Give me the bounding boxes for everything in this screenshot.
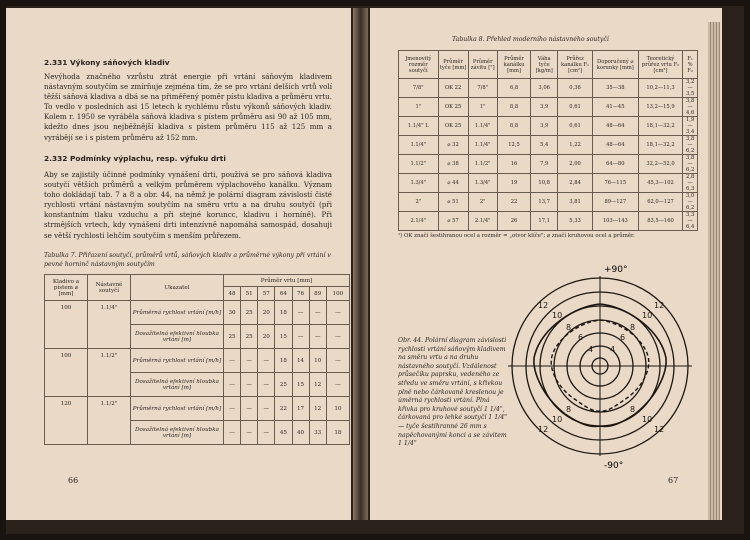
section-text-2331: Nevýhoda značného vzrůstu ztrát energie při vrtání sáňovým kladivem nástavným soutyčím se zmírňuje zejména tím, že se pro vrtání delších vrtů volí těžší sáňová kladiva a dbá se na přiměřený poměr pístu kladiva a průměru vrtu. To vedlo v posledních asi 15 letech k rychlému růstu výkonů sáňových kladiv. Kolem r. 1950 se vyráběla sáňová kladiva s pístem průměru asi 90 až 105 mm, kdežto dnes jsou nejběžnější kladiva s pístem průměru 115 až 125 mm a vyrábějí se i s pístem průměru až 152 mm. [44,72,332,142]
t8-cell: 32,2—52,0 [638,155,682,174]
t8-header: Průměr tyče [mm] [438,51,468,79]
polar-ring-label: 4 [610,345,616,354]
t8-cell: 13,2—15,9 [638,98,682,117]
page-edge [708,22,720,520]
t8-cell: 5,33 [558,212,593,231]
t8-cell: 2,8—6,3 [683,174,698,193]
t8-cell: 62,0—127 [638,193,682,212]
polar-top-label: +90° [604,265,628,275]
t8-cell: 35—38 [592,79,638,98]
t8-cell: 3,06 [531,79,558,98]
t8-cell: 7/8" [468,79,497,98]
t7-cell-rod: 1.1/2" [88,397,131,445]
t8-row [399,136,698,155]
t7-cell-value: 10 [309,349,326,373]
t8-cell: 1,9—3,4 [683,117,698,136]
t8-cell: 3,8—6,2 [683,136,698,155]
polar-ring-label: 4 [588,345,594,354]
t8-cell: 1" [399,98,439,117]
t8-cell: OK 25 [438,98,468,117]
t8-cell: 7,9 [531,155,558,174]
polar-ring-label: 10 [552,415,563,424]
t8-cell: 0,61 [558,98,593,117]
t8-cell: 2.1/4" [468,212,497,231]
table-7 [44,274,350,445]
t7-cell-value: — [224,421,241,445]
t8-cell: ⌀ 51 [438,193,468,212]
polar-ring-label: 12 [538,425,549,434]
t7-cell-value: — [224,397,241,421]
t7-diameter-col: 57 [258,287,275,301]
t8-cell: 1,22 [558,136,593,155]
t7-cell-value: 30 [224,301,241,325]
t8-cell: 3,8—6,2 [683,155,698,174]
t7-header-rods: Nástavné soutyčí [88,275,131,301]
t7-header-indicator: Ukazatel [131,275,224,301]
t7-cell-value: 14 [292,349,309,373]
t7-diameter-col: 64 [275,287,292,301]
table7-caption: Tabulka 7. Přiřazení soutyčí, průměrů vrtů, sáňových kladiv a průměrné výkony při vrtání v pevné horninč nástavným soutyčím [44,252,331,268]
t7-cell-value: 10 [326,397,349,421]
book-gutter [353,8,368,520]
t8-row [399,98,698,117]
t8-cell: 22 [497,193,530,212]
t8-cell: 0,36 [558,79,593,98]
t7-cell-value: 17 [292,397,309,421]
t7-cell-value: — [241,421,258,445]
t8-row [399,155,698,174]
t7-cell-rod: 1.1/4" [88,301,131,349]
t8-cell: 18,1—32,2 [638,136,682,155]
t8-cell: 3,9 [531,98,558,117]
t7-diameter-col: 76 [292,287,309,301]
t8-cell: 1.3/4" [468,174,497,193]
t8-cell: 3,3—6,4 [683,212,698,231]
t8-header: Váha tyče [kg/m] [531,51,558,79]
figure-44-caption-text: Obr. 44. Polární diagram závislosti rychlosti vrtání sáňovým kladivem na směru vrtu a na druhu nástavného soutyčí. Vzdálenost průsečíku paprsku, vedeného ze středu ve směru vrtání, s křivkou plně nebo čárkovaně kreslenou je úměrná rychlosti vrtání. Plná křivka pro kruhové soutyčí 1 1/4", čárkovaná pro lehké soutyčí 1 1/4" — tyče šestihranné 26 mm s napěchovanými konci a se závitem 1 1/4" [398,337,508,448]
t8-cell: 13,7 [531,193,558,212]
t7-cell-value: — [309,325,326,349]
t8-cell: 1.1/4" L [399,117,439,136]
t7-cell-value: — [258,349,275,373]
t8-cell: ⌀ 57 [438,212,468,231]
t7-cell-value: 20 [258,325,275,349]
t7-cell-indicator: Průměrná rychlost vrtání [m/h] [131,301,224,325]
t8-cell: 1.1/2" [399,155,439,174]
t8-cell: 1.1/4" [468,136,497,155]
t8-cell: 10,2—11,3 [638,79,682,98]
t8-cell: ⌀ 32 [438,136,468,155]
section-text-2332: Aby se zajistily účinné podmínky vynášení drti, používá se pro sáňová kladiva soutyčí větších průměrů a velkým průměrem výplachového kanálku. Význam toho dokládají tab. 7 a 8 a obr. 44, na němž je polární diagram závislostí čisté rychlosti vrtání nástavným soutyčím na směru vrtu a na druhu soutyčí (při konstantním tlaku vzduchu a při stejné koruncc, kladivu i horníně). Při strmějších vrtech, kdy vynášení drti intenzívně napomáhá samospád, dosahuji se větší rychlosti lehčím soutyčím s menším průřezem. [44,170,332,240]
t7-cell-value: 18 [275,301,292,325]
t7-diameter-col: 100 [326,287,349,301]
t7-cell-value: 22 [275,397,292,421]
t8-header: Průměr kanálku [mm] [497,51,530,79]
t8-cell: 1.1/4" [399,136,439,155]
t7-cell-value: — [224,373,241,397]
t7-cell-value: — [326,325,349,349]
t8-cell: 3,0—6,2 [683,193,698,212]
t8-cell: 83,5—160 [638,212,682,231]
polar-ring-label: 6 [578,333,584,342]
t7-cell-value: 25 [224,325,241,349]
t8-cell: 2,84 [558,174,593,193]
t8-cell: 3,2—3,5 [683,79,698,98]
section-title-2332: 2.332 Podmínky výplachu, resp. výfuku drti [44,154,226,163]
polar-diagram [500,256,700,476]
t8-cell: 2,00 [558,155,593,174]
t7-cell-indicator: Průměrná rychlost vrtání [m/h] [131,349,224,373]
t8-cell: 45,3—102 [638,174,682,193]
t8-cell: 41—45 [592,98,638,117]
t7-row [45,301,350,325]
t8-cell: 3,81 [558,193,593,212]
t8-header: F₁ % F₂ [683,51,698,79]
polar-ring-label: 8 [630,323,636,332]
t8-cell: 16 [497,155,530,174]
t7-cell-value: — [241,373,258,397]
t8-cell: 8,8 [497,117,530,136]
t7-cell-value: — [241,397,258,421]
t8-row [399,117,698,136]
t8-cell: 76—115 [592,174,638,193]
t8-cell: 26 [497,212,530,231]
t7-cell-hammer: 120 [45,397,88,445]
t7-cell-value: 20 [258,301,275,325]
t8-row [399,79,698,98]
t7-cell-value: 25 [241,325,258,349]
t7-cell-hammer: 100 [45,349,88,397]
t8-row [399,212,698,231]
t7-cell-value: 15 [292,373,309,397]
t8-cell: 7/8" [399,79,439,98]
page-number-right: 67 [668,476,679,485]
t7-row [45,397,350,421]
t7-diameter-col: 89 [309,287,326,301]
t7-cell-value: 33 [309,421,326,445]
t8-cell: 1.1/4" [468,117,497,136]
polar-bottom-label: -90° [604,461,624,471]
t8-cell: 103—143 [592,212,638,231]
t8-cell: 48—64 [592,136,638,155]
t7-cell-value: — [258,397,275,421]
t7-cell-value: — [241,349,258,373]
t8-cell: 3,8—4,6 [683,98,698,117]
t7-header-hammer: Kladivo a pístem ⌀ [mm] [45,275,88,301]
t8-cell: 64—80 [592,155,638,174]
table8-caption: Tabulka 8. Přehled moderního nástavného soutyčí [452,36,609,43]
t7-cell-value: 18 [275,349,292,373]
t7-cell-value: — [292,325,309,349]
page-number-left: 66 [68,476,79,485]
polar-ring-label: 8 [566,323,572,332]
polar-ring-label: 12 [538,301,549,310]
t8-cell: 17,1 [531,212,558,231]
t7-row [45,349,350,373]
t7-cell-value: — [326,301,349,325]
t8-cell: 2" [468,193,497,212]
t7-cell-rod: 1.1/2" [88,349,131,397]
t8-cell: 89—127 [592,193,638,212]
t7-cell-value: 18 [326,421,349,445]
t8-cell: 2.1/4" [399,212,439,231]
t8-header: Doporučený ⌀ korunky [mm] [592,51,638,79]
t7-cell-value: — [258,373,275,397]
t8-header: Jmenovitý rozměr soutyčí [399,51,439,79]
t7-cell-value: 15 [275,325,292,349]
t7-cell-value: 12 [309,397,326,421]
t8-cell: 6,8 [497,79,530,98]
t7-cell-indicator: Dosažitelná efektivní hloubka vrtání [m] [131,421,224,445]
t7-cell-value: — [224,349,241,373]
t8-cell: 2" [399,193,439,212]
t8-row [399,193,698,212]
polar-ring-label: 10 [642,415,653,424]
t8-cell: ⌀ 38 [438,155,468,174]
t7-cell-indicator: Průměrná rychlost vrtání [m/h] [131,397,224,421]
t7-diameter-col: 51 [241,287,258,301]
t7-cell-value: 25 [275,373,292,397]
t8-cell: OK 22 [438,79,468,98]
polar-ring-label: 10 [552,311,563,320]
t8-cell: 1" [468,98,497,117]
t8-cell: 8,8 [497,98,530,117]
t8-cell: 3,9 [531,117,558,136]
table8-note: ¹) OK značí šestihranou ocel a rozměr = „otvor klíče"; ⌀ značí kruhovou ocel a průměr. [398,233,635,239]
t8-cell: ⌀ 44 [438,174,468,193]
t7-cell-value: 25 [241,301,258,325]
section-title-2331: 2.331 Výkony sáňových kladiv [44,58,170,67]
t7-cell-value: — [326,373,349,397]
t8-header: Průřez kanálku F₁ [cm²] [558,51,593,79]
table-8 [398,50,698,231]
t8-cell: 48—64 [592,117,638,136]
t8-header: Teoretický průřez vrtu F₂ [cm²] [638,51,682,79]
t8-cell: 12,5 [497,136,530,155]
t7-cell-indicator: Dosažitelná efektivní hloubka vrtání [m] [131,325,224,349]
t8-cell: 19 [497,174,530,193]
t8-cell: 10,8 [531,174,558,193]
t8-cell: 0,61 [558,117,593,136]
t7-cell-value: 40 [292,421,309,445]
t7-cell-value: — [292,301,309,325]
t8-cell: OK 25 [438,117,468,136]
t8-cell: 5,4 [531,136,558,155]
t8-row [399,174,698,193]
t7-cell-value: — [258,421,275,445]
left-page [6,8,351,520]
polar-ring-label: 10 [642,311,653,320]
t7-cell-value: — [309,301,326,325]
polar-ring-label: 8 [566,405,572,414]
t8-cell: 18,1—32,2 [638,117,682,136]
t7-cell-value: 12 [309,373,326,397]
t7-cell-value: 45 [275,421,292,445]
t8-cell: 1.3/4" [399,174,439,193]
polar-ring-label: 6 [620,333,626,342]
t7-cell-value: — [326,349,349,373]
t7-header-diameter: Průměr vrtu [mm] [224,275,350,287]
t8-header: Průměr závitu ["] [468,51,497,79]
t7-diameter-col: 48 [224,287,241,301]
t7-cell-indicator: Dosažitelná efektivní hloubka vrtání [m] [131,373,224,397]
polar-ring-label: 12 [654,301,665,310]
polar-ring-label: 12 [654,425,665,434]
polar-ring-label: 8 [630,405,636,414]
t7-cell-hammer: 100 [45,301,88,349]
t8-cell: 1.1/2" [468,155,497,174]
